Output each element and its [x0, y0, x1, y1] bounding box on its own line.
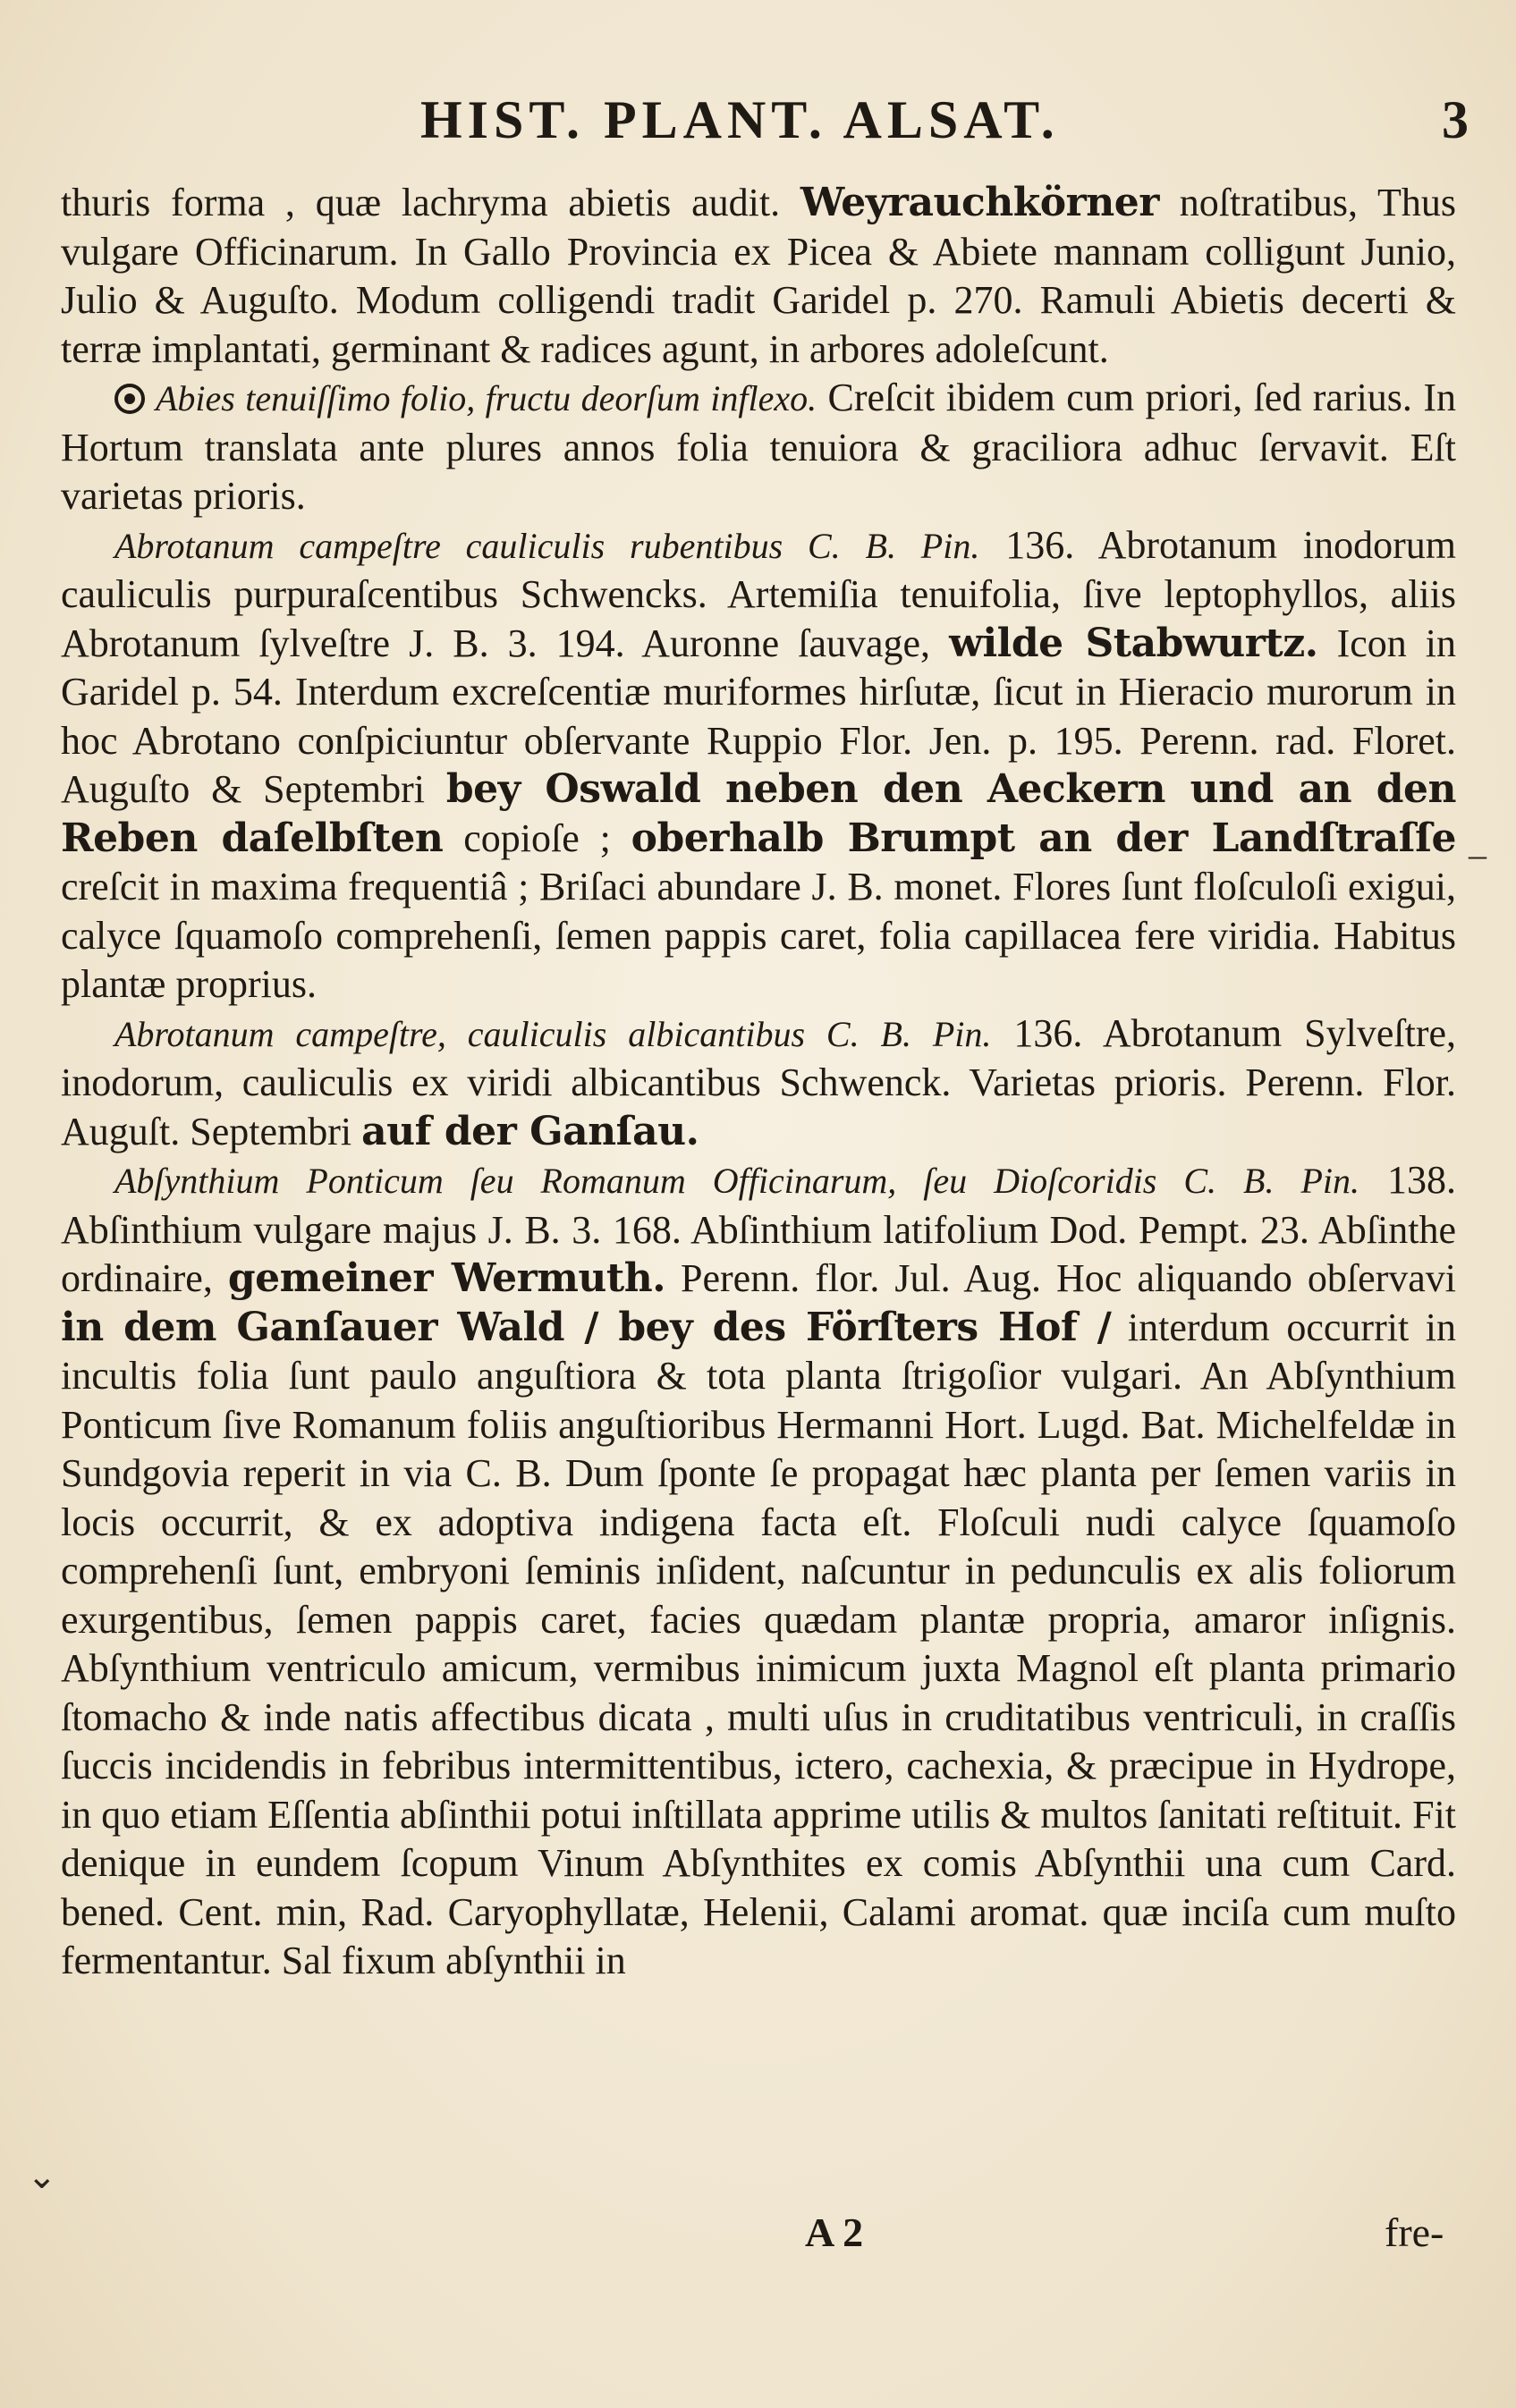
text-run: thuris forma , quæ lachryma abietis audit. [61, 181, 800, 224]
blackletter-text: in dem Ganſauer Wald / bey des Förſters Hof / [61, 1304, 1112, 1350]
text-run: noſtratibus, Thus vulgare Officinarum. In Gallo Provincia ex Picea & Abiete mannam colligunt Junio, Julio & Auguſto. Modum colligendi tradit Garidel p. 270. Ramuli Abietis decerti & terræ implantati, germinant & radices agunt, in arbores adoleſcunt. [61, 181, 1456, 371]
italic-text: Abrotanum campeſtre, cauliculis albicantibus C. B. Pin. [114, 1013, 992, 1054]
page-footer [0, 2209, 1516, 2271]
blackletter-text: bey Oswald neben den Aeckern und an den Reben daſelbſten [61, 766, 1456, 861]
paragraph [61, 521, 1456, 1010]
text-run: Icon in Garidel p. 54. Interdum excreſcentiæ muriformes hirſutæ, ſicut in Hieracio murorum in hoc Abrotano conſpiciuntur obſervante Ruppio Flor. Jen. p. 195. Perenn. rad. Floret. Auguſto & Septembri [61, 621, 1457, 811]
running-head [0, 89, 1516, 152]
text-run: 136. Abrotanum Sylveſtre, inodorum, cauliculis ex viridi albicantibus Schwenck. Varietas prioris. Perenn. Flor. Auguſt. Septembri [61, 1010, 1456, 1153]
paragraph [61, 374, 1456, 521]
text-run: creſcit in maxima frequentiâ ; Briſaci abundare J. B. monet. Flores ſunt floſculoſi exigui, calyce ſquamoſo comprehenſi, ſemen pappis caret, folia capillacea fere viridia. Habitus plantæ proprius. [61, 865, 1456, 1006]
text-run: interdum occurrit in incultis folia ſunt paulo anguſtiora & tota planta ſtrigoſior vulgari. An Abſynthium Ponticum ſive Romanum foliis anguſtioribus Hermanni Hort. Lugd. Bat. Michelfeldæ in Sundgovia reperit in via C. B. Dum ſponte ſe propagat hæc planta per ſemen variis in locis occurrit, & ex adoptiva indigena facta eſt. Floſculi nudi calyce ſquamoſo comprehenſi ſunt, embryoni ſeminis inſident, naſcuntur in pedunculis ex alis foliorum exurgentibus, ſemen pappis caret, facies quædam plantæ propria, amaror inſignis. Abſynthium ventriculo amicum, vermibus inimicum juxta Magnol eſt planta primario ſtomacho & inde natis affectibus dicata , multi uſus in cruditatibus ventriculi, in craſſis ſuccis incidendis in febribus intermittentibus, ictero, cachexia, & præcipue in Hydrope, in quo etiam Eſſentia abſinthii potui inſtillata apprime utilis & multos ſanitati reſtituit. Fit denique in eundem ſcopum Vinum Abſynthites ex comis Abſynthii una cum Card. bened. Cent. min, Rad. Caryophyllatæ, Helenii, Calami aromat. quæ inciſa cum muſto fermentantur. Sal fixum abſynthii in [61, 1305, 1456, 1982]
text-run: Perenn. flor. Jul. Aug. Hoc aliquando obſervavi [665, 1256, 1457, 1300]
text-run: copioſe ; [443, 815, 631, 860]
blackletter-text: oberhalb Brumpt an der Landſtraſſe [631, 815, 1457, 861]
page-number: 3 [1442, 90, 1469, 149]
running-title: HIST. PLANT. ALSAT. [420, 90, 1060, 149]
body-text [61, 179, 1456, 1986]
margin-mark: ⌄ [27, 2156, 57, 2196]
paragraph [61, 1156, 1456, 1986]
text-run: 136. Abrotanum inodorum cauliculis purpuraſcentibus Schwencks. Artemiſia tenuifolia, ſive leptophyllos, aliis Abrotanum ſylveſtre J. B. 3. 194. Auronne ſauvage, [61, 522, 1456, 665]
blackletter-text: gemeiner Wermuth. [227, 1255, 666, 1301]
catchword: fre- [1385, 2209, 1444, 2255]
flower-symbol-icon [114, 384, 145, 414]
italic-text: Abſynthium Ponticum ſeu Romanum Officinarum, ſeu Dioſcoridis C. B. Pin. [114, 1161, 1360, 1201]
blackletter-text: wilde Stabwurtz. [949, 620, 1318, 666]
italic-text: Abies tenuiſſimo folio, fructu deorſum inflexo. [156, 378, 817, 418]
text-run: 138. Abſinthium vulgare majus J. B. 3. 168. Abſinthium latifolium Dod. Pempt. 23. Abſinthe ordinaire, [61, 1158, 1457, 1300]
text-run: Creſcit ibidem cum priori, ſed rarius. In Hortum translata ante plures annos folia tenuiora & graciliora adhuc ſervavit. Eſt varietas prioris. [61, 376, 1456, 518]
blackletter-text: auf der Ganſau. [361, 1108, 699, 1154]
margin-mark: – [1469, 834, 1486, 874]
paragraph [61, 179, 1456, 374]
blackletter-text: Weyrauchkörner [800, 180, 1159, 225]
paragraph [61, 1010, 1456, 1157]
italic-text: Abrotanum campeſtre cauliculis rubentibus C. B. Pin. [114, 525, 980, 566]
signature-mark: A 2 [805, 2209, 864, 2255]
